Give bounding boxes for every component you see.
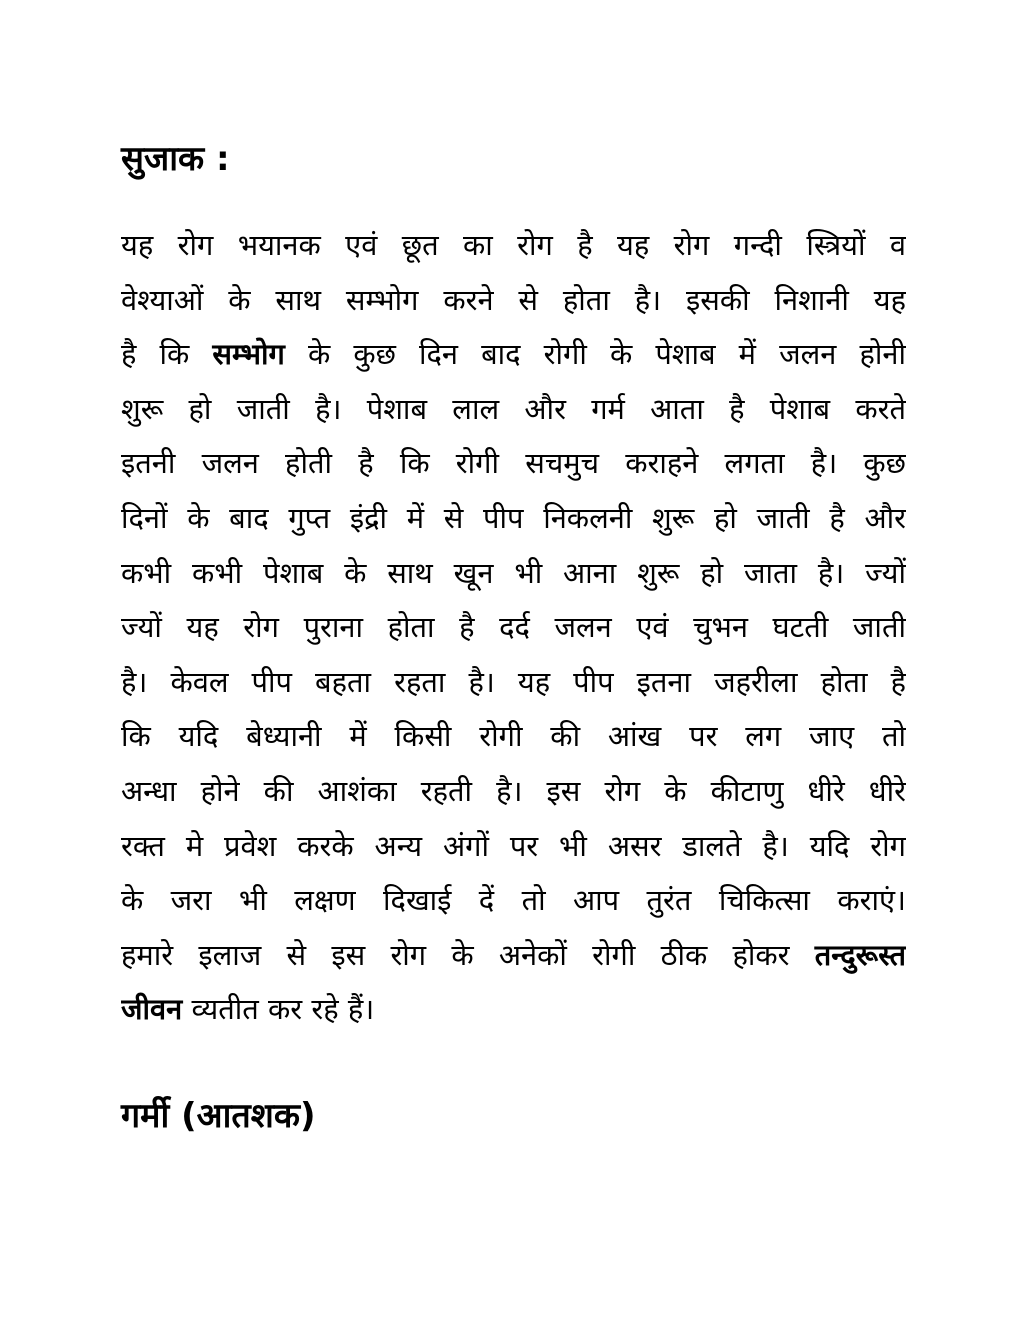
paragraph-line [121,655,906,710]
paragraph-line [121,491,906,546]
paragraph-line [121,600,906,655]
text-run: वेश्याओं के साथ सम्भोग करने से होता है। इसकी निशानी यह [121,282,906,317]
paragraph-line [121,327,906,382]
text-run: के जरा भी लक्षण दिखाई दें तो आप तुरंत चिकित्सा कराएं। [121,883,906,918]
bold-phrase: जीवन [121,992,183,1027]
paragraph-line [121,928,906,983]
text-run: के कुछ दिन बाद रोगी के पेशाब में जलन होनी [284,337,906,372]
text-run: हमारे इलाज से इस रोग के अनेकों रोगी ठीक होकर [121,937,815,972]
text-run: है कि [121,337,213,372]
paragraph-line [121,218,906,273]
paragraph-line [121,819,906,874]
text-run: है। केवल पीप बहता रहता है। यह पीप इतना जहरीला होता है [121,664,906,699]
paragraph-line [121,546,906,601]
text-run: यह रोग भयानक एवं छूत का रोग है यह रोग गन्दी स्त्रियों व [121,228,906,262]
text-run: ज्यों यह रोग पुराना होता है दर्द जलन एवं चुभन घटती जाती [121,610,906,645]
bold-phrase: तन्दुरूस्त [814,937,906,972]
paragraph-line [121,436,906,491]
body-paragraph [121,218,906,1037]
paragraph-line [121,382,906,437]
text-run: व्यतीत कर रहे हैं। [182,992,375,1027]
paragraph-line [121,273,906,328]
bold-phrase: सम्भोग [212,337,285,372]
text-run: कभी कभी पेशाब के साथ खून भी आना शुरू हो जाता है। ज्यों [121,555,906,590]
text-run: शुरू हो जाती है। पेशाब लाल और गर्म आता है पेशाब करते [121,391,906,426]
text-run: इतनी जलन होती है कि रोगी सचमुच कराहने लगता है। कुछ [121,446,906,481]
text-run: रक्त मे प्रवेश करके अन्य अंगों पर भी असर डालते है। यदि रोग [121,828,906,863]
section-heading-sujak: सुजाक : [121,139,230,179]
paragraph-line [121,873,906,928]
paragraph-line [121,709,906,764]
text-run: अन्धा होने की आशंका रहती है। इस रोग के कीटाणु धीरे धीरे [121,773,906,808]
text-run: कि यदि बेध्यानी में किसी रोगी की आंख पर लग जाए तो [121,719,906,754]
paragraph-line [121,764,906,819]
section-heading-garmi: गर्मी (आतशक) [121,1096,316,1136]
paragraph-line [121,982,906,1037]
text-run: दिनों के बाद गुप्त इंद्री में से पीप निकलनी शुरू हो जाती है और [121,500,906,535]
